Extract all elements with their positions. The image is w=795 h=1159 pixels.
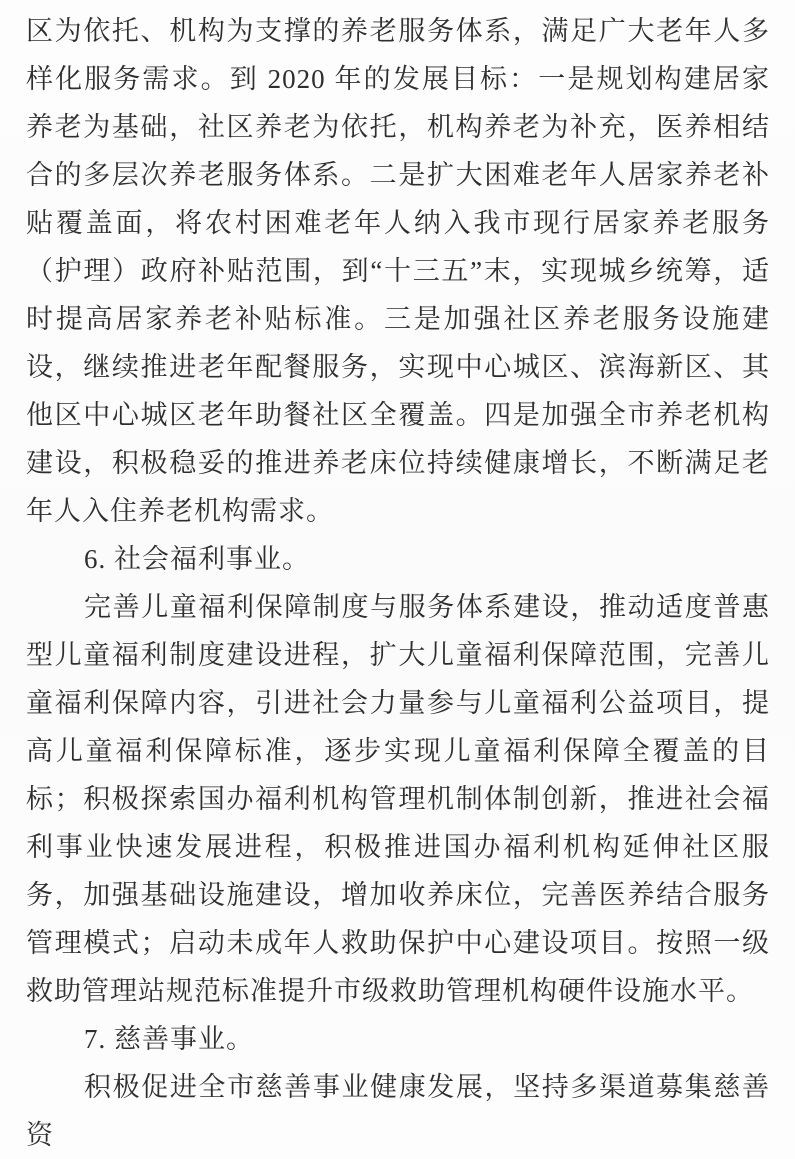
heading-item-6-social-welfare: 6. 社会福利事业。	[84, 544, 310, 574]
paragraph-child-welfare: 完善儿童福利保障制度与服务体系建设，推动适度普惠型儿童福利制度建设进程，扩大儿童福利保障范围，完善儿童福利保障内容，引进社会力量参与儿童福利公益项目，提高儿童福利保障标准，逐步实现儿童福利保障全覆盖的目标；积极探索国办福利机构管理机制体制创新，推进社会福利事业快速发展进程，积极推进国办福利机构延伸社区服务，加强基础设施建设，增加收养床位，完善医养结合服务管理模式；启动未成年人救助保护中心建设项目。按照一级救助管理站规范标准提升市级救助管理机构硬件设施水平。	[26, 592, 770, 1006]
heading-item-7-charity: 7. 慈善事业。	[84, 1024, 254, 1054]
paragraph-charity-development: 积极促进全市慈善事业健康发展，坚持多渠道募集慈善资	[26, 1072, 770, 1150]
paragraph-elderly-care-goals: 区为依托、机构为支撑的养老服务体系，满足广大老年人多样化服务需求。到 2020 年的发展目标：一是规划构建居家养老为基础，社区养老为依托，机构养老为补充，医养相结合的多层次养老服务体系。二是扩大困难老年人居家养老补贴覆盖面，将农村困难老年人纳入我市现行居家养老服务（护理）政府补贴范围，到“十三五”末，实现城乡统筹，适时提高居家养老补贴标准。三是加强社区养老服务设施建设，继续推进老年配餐服务，实现中心城区、滨海新区、其他区中心城区老年助餐社区全覆盖。四是加强全市养老机构建设，积极稳妥的推进养老床位持续健康增长，不断满足老年人入住养老机构需求。	[26, 16, 770, 526]
